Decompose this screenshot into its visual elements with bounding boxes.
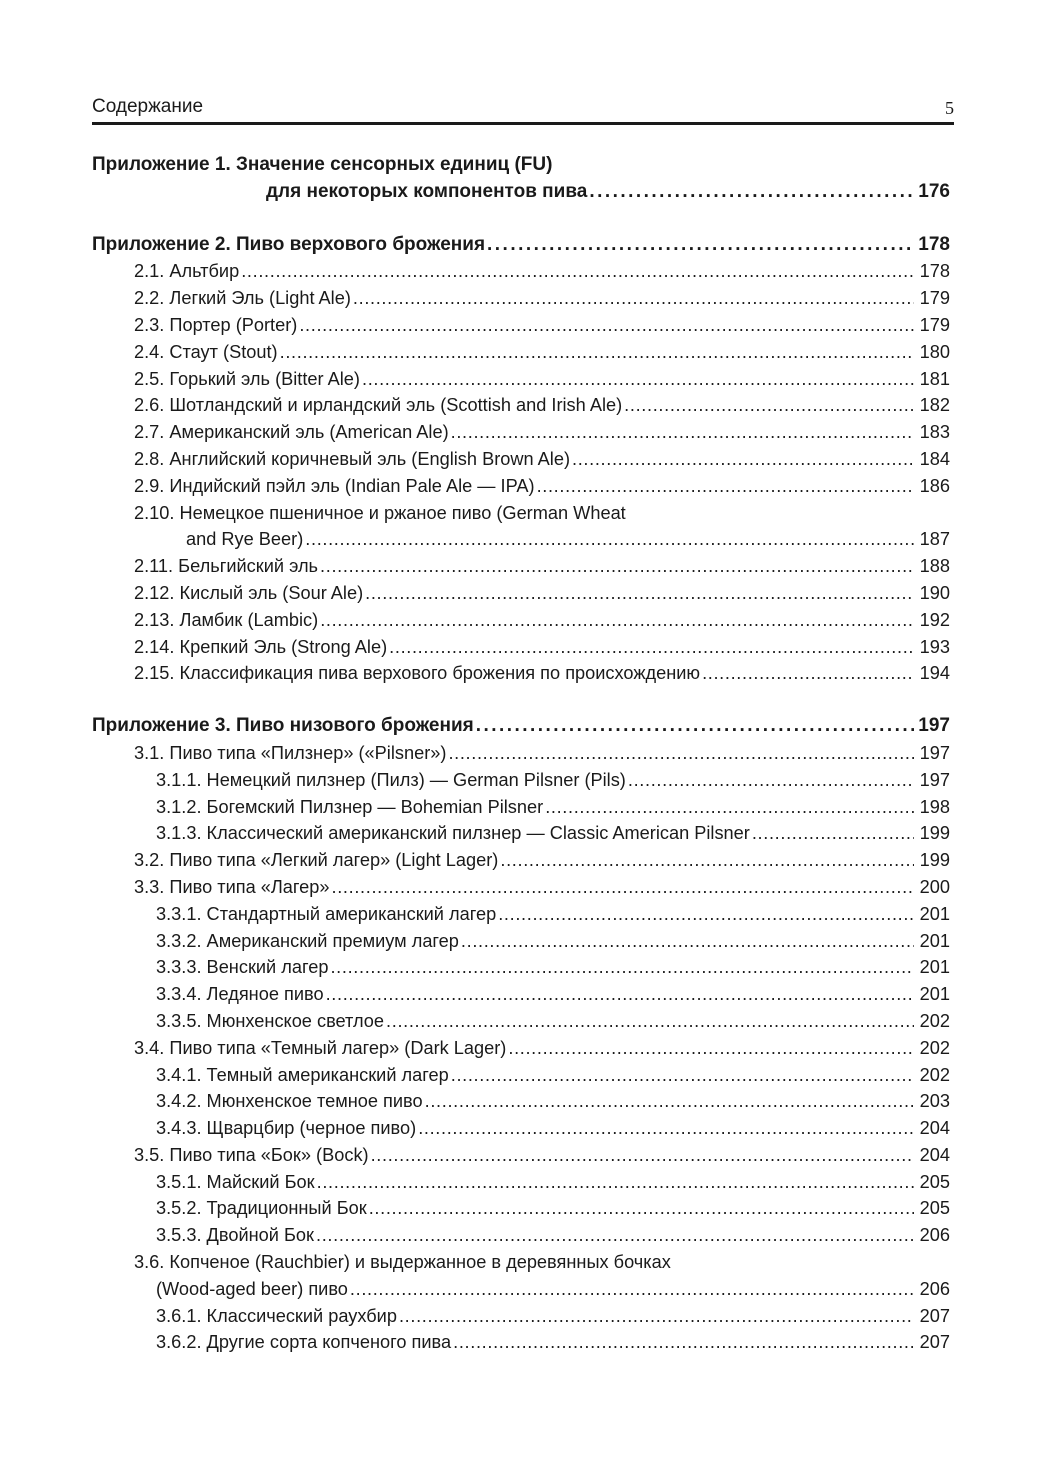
- toc-entry-label: 3.3.1. Стандартный американский лагер: [156, 903, 497, 924]
- toc-page-number: 188: [919, 556, 950, 577]
- leader-dots: [487, 232, 914, 259]
- toc-page-number: 194: [919, 663, 950, 684]
- toc-page-number: 201: [919, 903, 950, 924]
- toc-entry-label: 2.1. Альтбир: [134, 261, 240, 282]
- toc-entry-label: 3.3.2. Американский премиум лагер: [156, 930, 459, 951]
- toc-entry[interactable]: [92, 740, 950, 767]
- toc-page-number: 197: [919, 769, 950, 790]
- leader-dots: [752, 820, 914, 847]
- leader-dots: [353, 285, 914, 312]
- leader-dots: [330, 954, 914, 981]
- running-header: [92, 96, 954, 125]
- toc-entry[interactable]: [92, 473, 950, 500]
- toc-page-number: 202: [919, 1064, 950, 1085]
- leader-dots: [508, 1035, 914, 1062]
- toc-entry-label: 3.4.3. Щварцбир (черное пиво): [156, 1118, 417, 1139]
- toc-entry-label: Приложение 3. Пиво низового брожения: [92, 715, 474, 737]
- toc-entry[interactable]: [92, 981, 950, 1008]
- toc-appendix-1-line-2[interactable]: [92, 179, 950, 206]
- toc-entry-label: 3.5.2. Традиционный Бок: [156, 1198, 367, 1219]
- toc-page-number: 192: [919, 609, 950, 630]
- toc-page-number: 180: [919, 341, 950, 362]
- toc-entry-label: 2.6. Шотландский и ирландский эль (Scottish and Irish Ale): [134, 395, 623, 416]
- toc-entry-label: (Wood-aged beer) пиво: [156, 1278, 348, 1299]
- toc-entry[interactable]: [92, 392, 950, 419]
- toc-entry[interactable]: [92, 660, 950, 687]
- leader-dots: [589, 179, 914, 206]
- toc-entry-label: 2.5. Горький эль (Bitter Ale): [134, 368, 360, 389]
- toc-page-number: 178: [919, 261, 950, 282]
- toc-appendix-3[interactable]: [92, 713, 950, 740]
- toc-entry-label: 3.1.1. Немецкий пилзнер (Пилз) — German Pilsner (Pils): [156, 769, 626, 790]
- leader-dots: [316, 1222, 914, 1249]
- toc-entry[interactable]: [92, 285, 950, 312]
- toc-page-number: 206: [919, 1225, 950, 1246]
- toc-page-number: 199: [919, 823, 950, 844]
- toc-page-number: 183: [919, 422, 950, 443]
- toc-entry-label: 3.3.3. Венский лагер: [156, 957, 329, 978]
- toc-entry[interactable]: [92, 1088, 950, 1115]
- table-of-contents: [92, 152, 950, 1356]
- toc-page-number: 206: [919, 1278, 950, 1299]
- leader-dots: [461, 928, 914, 955]
- toc-entry[interactable]: [92, 1008, 950, 1035]
- toc-entry[interactable]: [92, 1222, 950, 1249]
- toc-entry-label: Приложение 2. Пиво верхового брожения: [92, 233, 486, 255]
- toc-page-number: 197: [918, 715, 950, 737]
- toc-entry[interactable]: [92, 553, 950, 580]
- toc-entry[interactable]: [92, 419, 950, 446]
- toc-entry-label: 3.6. Копченое (Rauchbier) и выдержанное в деревянных бочках: [134, 1252, 671, 1273]
- toc-page-number: 184: [919, 448, 950, 469]
- toc-entry-label: 3.3.4. Ледяное пиво: [156, 984, 324, 1005]
- toc-entry[interactable]: [92, 1249, 950, 1276]
- header-title: Содержание: [92, 96, 204, 117]
- leader-dots: [369, 1195, 914, 1222]
- toc-entry[interactable]: [92, 954, 950, 981]
- leader-dots: [332, 874, 915, 901]
- toc-entry-label: 3.3.5. Мюнхенское светлое: [156, 1010, 385, 1031]
- toc-entry-label: and Rye Beer): [186, 529, 304, 550]
- toc-entry-label: 3.2. Пиво типа «Легкий лагер» (Light Lager): [134, 850, 499, 871]
- toc-entry-label: 3.5.1. Майский Бок: [156, 1171, 315, 1192]
- leader-dots: [425, 1088, 914, 1115]
- toc-page-number: 178: [918, 233, 950, 255]
- toc-entry[interactable]: [92, 339, 950, 366]
- toc-entry-label: 3.4. Пиво типа «Темный лагер» (Dark Lager): [134, 1037, 507, 1058]
- leader-dots: [371, 1142, 914, 1169]
- leader-dots: [628, 767, 914, 794]
- toc-entry-label: 3.3. Пиво типа «Лагер»: [134, 876, 330, 897]
- leader-dots: [280, 339, 914, 366]
- toc-entry[interactable]: [92, 258, 950, 285]
- toc-entry-label: 3.1.3. Классический американский пилзнер — Classic American Pilsner: [156, 823, 750, 844]
- toc-entry-label: 2.9. Индийский пэйл эль (Indian Pale Ale — IPA): [134, 475, 535, 496]
- leader-dots: [389, 634, 914, 661]
- toc-entry[interactable]: [92, 446, 950, 473]
- toc-entry[interactable]: [92, 526, 950, 553]
- toc-entry[interactable]: [92, 847, 950, 874]
- leader-dots: [500, 847, 914, 874]
- toc-entry-label: 2.14. Крепкий Эль (Strong Ale): [134, 636, 388, 657]
- toc-entry[interactable]: [92, 1142, 950, 1169]
- toc-entry-label: 3.6.1. Классический раухбир: [156, 1305, 397, 1326]
- toc-entry[interactable]: [92, 1115, 950, 1142]
- leader-dots: [241, 258, 914, 285]
- leader-dots: [702, 660, 914, 687]
- toc-entry[interactable]: [92, 312, 950, 339]
- toc-appendix-1-line-1[interactable]: [92, 152, 950, 179]
- appendix-3-entries: [92, 740, 950, 1356]
- spacer: [92, 206, 950, 232]
- toc-entry-label: 2.4. Стаут (Stout): [134, 341, 278, 362]
- toc-page-number: 181: [919, 368, 950, 389]
- toc-entry[interactable]: [92, 1169, 950, 1196]
- leader-dots: [453, 1329, 914, 1356]
- toc-entry-label: 2.2. Легкий Эль (Light Ale): [134, 288, 351, 309]
- toc-entry[interactable]: [92, 874, 950, 901]
- toc-page-number: 201: [919, 957, 950, 978]
- toc-entry[interactable]: [92, 901, 950, 928]
- leader-dots: [299, 312, 914, 339]
- leader-dots: [399, 1303, 914, 1330]
- toc-entry[interactable]: [92, 580, 950, 607]
- toc-entry-label: 2.7. Американский эль (American Ale): [134, 422, 449, 443]
- toc-appendix-2[interactable]: [92, 232, 950, 259]
- toc-entry-label: 3.1.2. Богемский Пилзнер — Bohemian Pilsner: [156, 796, 544, 817]
- toc-page-number: 207: [919, 1332, 950, 1353]
- toc-page-number: 204: [919, 1144, 950, 1165]
- toc-entry[interactable]: [92, 767, 950, 794]
- leader-dots: [537, 473, 914, 500]
- toc-entry[interactable]: [92, 1276, 950, 1303]
- leader-dots: [386, 1008, 914, 1035]
- toc-entry-label: 2.11. Бельгийский эль: [134, 556, 319, 577]
- toc-entry[interactable]: [92, 1195, 950, 1222]
- toc-page-number: 199: [919, 850, 950, 871]
- toc-page-number: 200: [919, 876, 950, 897]
- toc-entry-label: 2.8. Английский коричневый эль (English Brown Ale): [134, 448, 571, 469]
- toc-entry[interactable]: [92, 1035, 950, 1062]
- toc-page-number: 205: [919, 1171, 950, 1192]
- toc-entry-label: 3.6.2. Другие сорта копченого пива: [156, 1332, 452, 1353]
- toc-entry-label: 3.1. Пиво типа «Пилзнер» («Pilsner»): [134, 742, 447, 763]
- toc-entry[interactable]: [92, 607, 950, 634]
- toc-page-number: 205: [919, 1198, 950, 1219]
- toc-entry-label: для некоторых компонентов пива: [266, 180, 588, 202]
- leader-dots: [326, 981, 914, 1008]
- spacer: [92, 687, 950, 713]
- toc-entry[interactable]: [92, 1303, 950, 1330]
- toc-entry-label: 2.13. Ламбик (Lambic): [134, 609, 319, 630]
- leader-dots: [362, 366, 914, 393]
- toc-page-number: 201: [919, 930, 950, 951]
- leader-dots: [476, 713, 914, 740]
- leader-dots: [418, 1115, 914, 1142]
- toc-page-number: 176: [918, 180, 950, 202]
- leader-dots: [317, 1169, 914, 1196]
- toc-page-number: 201: [919, 984, 950, 1005]
- toc-page-number: 182: [919, 395, 950, 416]
- toc-entry[interactable]: [92, 794, 950, 821]
- toc-page-number: 204: [919, 1118, 950, 1139]
- leader-dots: [320, 607, 914, 634]
- leader-dots: [305, 526, 914, 553]
- leader-dots: [320, 553, 914, 580]
- toc-entry[interactable]: [92, 1062, 950, 1089]
- toc-entry[interactable]: [92, 366, 950, 393]
- appendix-2-entries: [92, 258, 950, 687]
- leader-dots: [350, 1276, 914, 1303]
- toc-entry-label: 2.10. Немецкое пшеничное и ржаное пиво (German Wheat: [134, 502, 626, 523]
- leader-dots: [451, 1062, 914, 1089]
- toc-page-number: 193: [919, 636, 950, 657]
- toc-entry-label: 3.4.1. Темный американский лагер: [156, 1064, 449, 1085]
- header-page-number: 5: [945, 98, 954, 118]
- leader-dots: [572, 446, 914, 473]
- toc-entry[interactable]: [92, 820, 950, 847]
- toc-entry-label: 3.5. Пиво типа «Бок» (Bock): [134, 1144, 369, 1165]
- toc-page-number: 190: [919, 582, 950, 603]
- toc-entry[interactable]: [92, 500, 950, 527]
- toc-page-number: 179: [919, 288, 950, 309]
- toc-page-number: 186: [919, 475, 950, 496]
- toc-entry[interactable]: [92, 1329, 950, 1356]
- toc-entry-label: 3.4.2. Мюнхенское темное пиво: [156, 1091, 423, 1112]
- leader-dots: [545, 794, 914, 821]
- leader-dots: [624, 392, 914, 419]
- toc-page-number: 207: [919, 1305, 950, 1326]
- toc-page-number: 197: [919, 742, 950, 763]
- toc-entry-label: Приложение 1. Значение сенсорных единиц (FU): [92, 154, 553, 175]
- leader-dots: [451, 419, 914, 446]
- toc-entry-label: 2.3. Портер (Porter): [134, 314, 298, 335]
- toc-entry-label: 2.15. Классификация пива верхового брожения по происхождению: [134, 663, 701, 684]
- toc-page-number: 202: [919, 1010, 950, 1031]
- toc-page-number: 198: [919, 796, 950, 817]
- leader-dots: [365, 580, 914, 607]
- toc-entry-label: 2.12. Кислый эль (Sour Ale): [134, 582, 364, 603]
- toc-entry-label: 3.5.3. Двойной Бок: [156, 1225, 314, 1246]
- toc-page-number: 202: [919, 1037, 950, 1058]
- toc-page-number: 179: [919, 314, 950, 335]
- toc-page-number: 187: [919, 529, 950, 550]
- toc-entry[interactable]: [92, 634, 950, 661]
- toc-entry[interactable]: [92, 928, 950, 955]
- leader-dots: [448, 740, 914, 767]
- toc-page-number: 203: [919, 1091, 950, 1112]
- leader-dots: [498, 901, 914, 928]
